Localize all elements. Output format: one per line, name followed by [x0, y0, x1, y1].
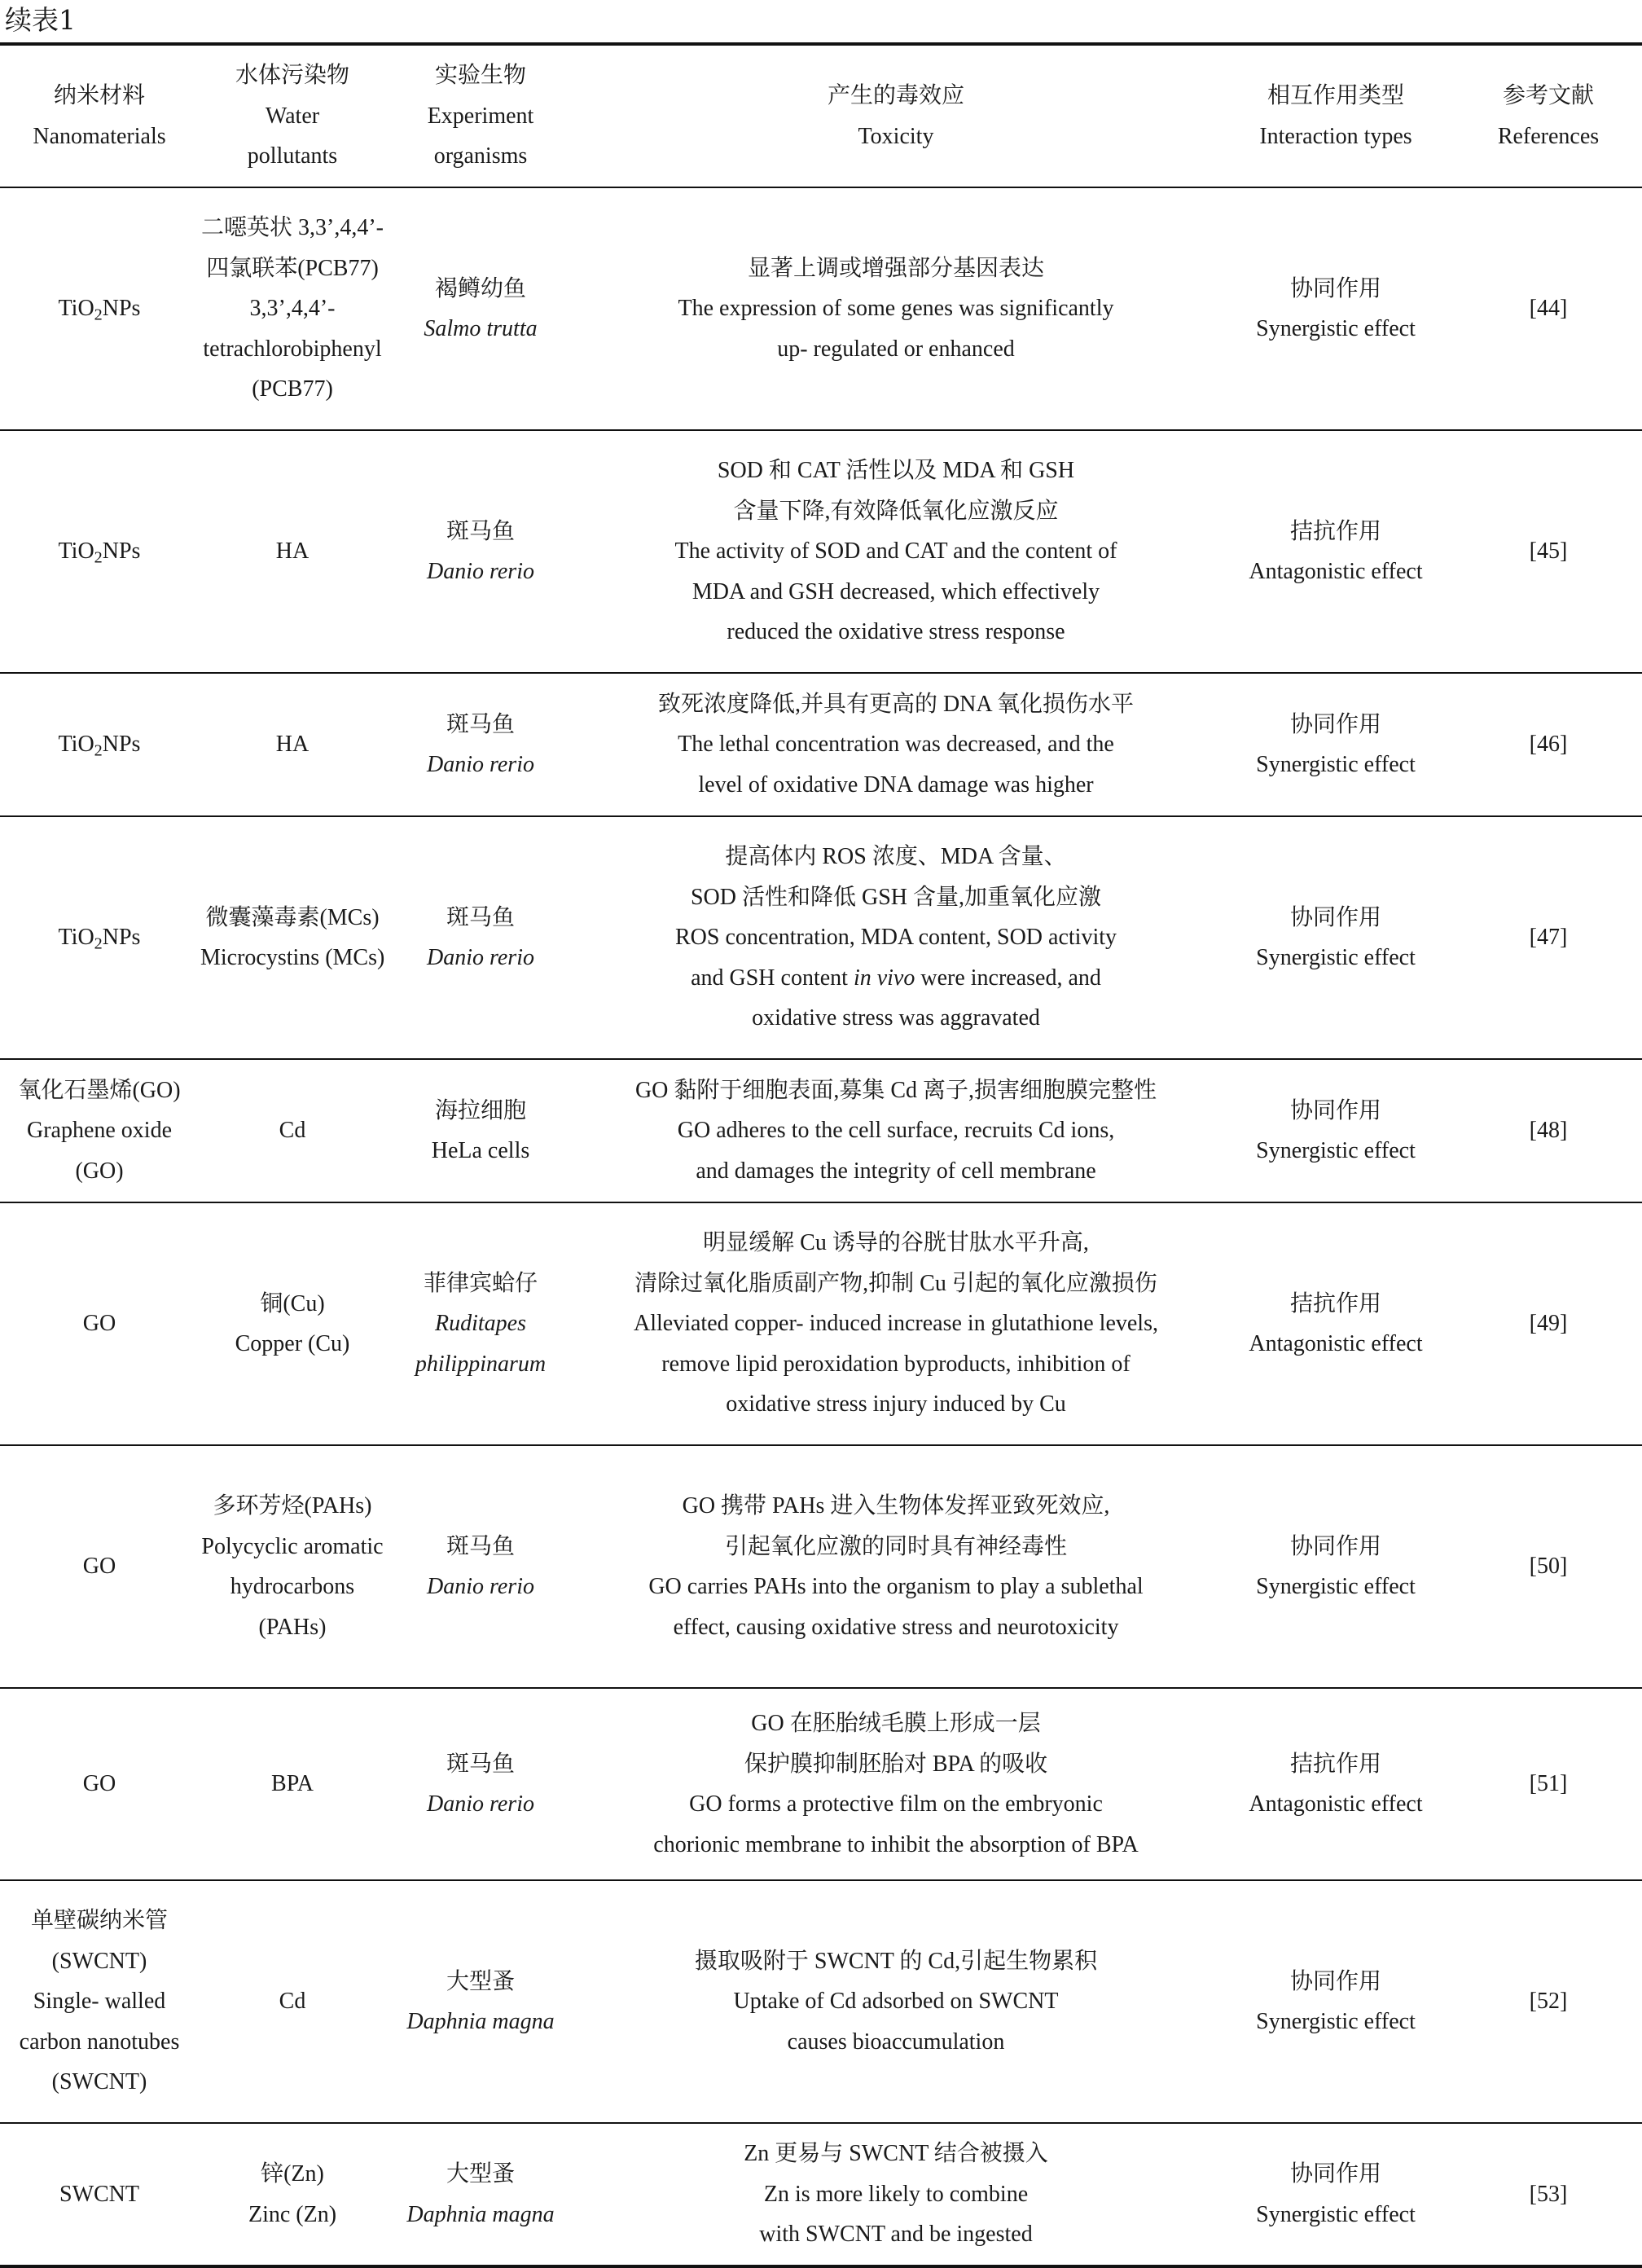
pollutant-line: hydrocarbons	[230, 1574, 355, 1599]
organism-cell	[386, 1445, 575, 1688]
interaction-line: 协同作用	[1289, 904, 1381, 930]
toxicity-line: GO adheres to the cell surface, recruits Cd ions,	[677, 1118, 1115, 1144]
toxicity-cell	[575, 430, 1217, 673]
reference-number: [50]	[1529, 1554, 1568, 1580]
organism-latin-name: Daphnia magna	[406, 2009, 555, 2034]
toxicity-line: 显著上调或增强部分基因表达	[747, 255, 1044, 281]
reference-number: [52]	[1529, 1989, 1568, 2015]
nanomaterial-line: (GO)	[75, 1158, 124, 1184]
nanomaterial-cell	[0, 430, 199, 673]
organism-chinese-name: 斑马鱼	[446, 904, 515, 930]
organism-latin-name: Danio rerio	[427, 559, 534, 584]
pollutant-cell	[199, 1059, 386, 1202]
pollutant-cell	[199, 1688, 386, 1880]
organism-chinese-name: 大型蚤	[446, 1968, 515, 1994]
toxicity-line: 致死浓度降低,并具有更高的 DNA 氧化损伤水平	[657, 691, 1135, 717]
interaction-line: 拮抗作用	[1289, 1290, 1381, 1316]
interaction-type-cell	[1217, 1688, 1455, 1880]
nanomaterial-cell	[0, 1880, 199, 2123]
header-line: Interaction types	[1259, 123, 1412, 149]
organism-chinese-name: 斑马鱼	[446, 1533, 515, 1559]
interaction-line: 协同作用	[1289, 1968, 1381, 1994]
nanomaterial-cell	[0, 816, 199, 1059]
reference-number: [44]	[1529, 296, 1568, 322]
header-line: 相互作用类型	[1267, 83, 1404, 108]
toxicity-line: and damages the integrity of cell membrane	[696, 1158, 1096, 1184]
nanomaterial-line: 氧化石墨烯(GO)	[18, 1077, 181, 1103]
reference-number: [47]	[1529, 925, 1568, 951]
table-row	[0, 1688, 1642, 1880]
organism-latin-name: Danio rerio	[427, 752, 534, 777]
nanomaterial-cell	[0, 1202, 199, 1445]
interaction-type-cell	[1217, 187, 1455, 430]
toxicity-cell	[575, 1059, 1217, 1202]
table-row	[0, 1880, 1642, 2123]
organism-cell	[386, 1688, 575, 1880]
toxicity-line: oxidative stress was aggravated	[752, 1005, 1040, 1031]
pollutant-line: 四氯联苯(PCB77)	[206, 255, 379, 281]
pollutant-line: (PCB77)	[252, 376, 333, 402]
toxicity-line: GO 携带 PAHs 进入生物体发挥亚致死效应,	[682, 1493, 1110, 1519]
organism-latin-name: Danio rerio	[427, 1574, 534, 1599]
interaction-line: Antagonistic effect	[1249, 1791, 1423, 1817]
interaction-line: 协同作用	[1289, 275, 1381, 301]
header-line: Nanomaterials	[33, 123, 166, 149]
header-experiment-organisms	[386, 44, 575, 187]
subscript: 2	[94, 305, 103, 324]
interaction-line: 协同作用	[1289, 1097, 1381, 1123]
toxicity-cell	[575, 1688, 1217, 1880]
header-water-pollutants	[199, 44, 386, 187]
toxicity-cell	[575, 816, 1217, 1059]
italic-term: in vivo	[853, 965, 915, 991]
pollutant-line: 3,3’,4,4’-	[249, 296, 336, 322]
toxicity-line: The expression of some genes was significantly	[678, 296, 1114, 322]
toxicity-line: Zn 更易与 SWCNT 结合被摄入	[744, 2141, 1048, 2167]
interaction-line: Synergistic effect	[1256, 2009, 1416, 2034]
pollutant-cell	[199, 430, 386, 673]
interaction-type-cell	[1217, 673, 1455, 816]
organism-latin-name: Ruditapes	[435, 1311, 526, 1337]
organism-latin-name: philippinarum	[415, 1351, 547, 1377]
header-line: pollutants	[247, 143, 338, 169]
toxicity-line: ROS concentration, MDA content, SOD activity	[674, 925, 1117, 951]
toxicity-line: GO carries PAHs into the organism to play a sublethal	[648, 1574, 1144, 1599]
table-row	[0, 1059, 1642, 1202]
pollutant-cell	[199, 1880, 386, 2123]
toxicity-line: SOD 和 CAT 活性以及 MDA 和 GSH	[717, 458, 1075, 484]
header-line: 实验生物	[434, 63, 526, 89]
header-interaction-types	[1217, 44, 1455, 187]
header-line: 水体污染物	[235, 63, 349, 89]
toxicity-table	[0, 42, 1642, 2268]
toxicity-line: Uptake of Cd adsorbed on SWCNT	[733, 1989, 1059, 2015]
pollutant-line: 铜(Cu)	[260, 1290, 325, 1316]
reference-number: [45]	[1529, 538, 1568, 565]
interaction-line: Synergistic effect	[1256, 945, 1416, 970]
interaction-type-cell	[1217, 1880, 1455, 2123]
toxicity-line: remove lipid peroxidation byproducts, inhibition of	[661, 1351, 1131, 1377]
table-row	[0, 1445, 1642, 1688]
pollutant-line: HA	[275, 732, 310, 758]
nanomaterial-line: TiO$_2$NPs	[58, 925, 141, 953]
toxicity-line: oxidative stress injury induced by Cu	[726, 1391, 1066, 1418]
table-header	[0, 44, 1642, 187]
nanomaterial-line: TiO$_2$NPs	[58, 732, 141, 760]
nanomaterial-cell	[0, 673, 199, 816]
toxicity-cell	[575, 1202, 1217, 1445]
organism-cell	[386, 1059, 575, 1202]
interaction-type-cell	[1217, 1202, 1455, 1445]
nanomaterial-line: Single- walled	[33, 1989, 166, 2015]
interaction-type-cell	[1217, 1445, 1455, 1688]
header-line: organisms	[433, 143, 528, 169]
nanomaterial-cell	[0, 1688, 199, 1880]
table-row	[0, 673, 1642, 816]
toxicity-cell	[575, 673, 1217, 816]
organism-latin-name: Danio rerio	[427, 1791, 534, 1817]
reference-cell	[1455, 1445, 1642, 1688]
nanomaterial-line: carbon nanotubes	[19, 2028, 180, 2055]
interaction-line: Antagonistic effect	[1249, 1331, 1423, 1356]
toxicity-line: 清除过氧化脂质副产物,抑制 Cu 引起的氧化应激损伤	[634, 1270, 1157, 1296]
toxicity-cell	[575, 187, 1217, 430]
reference-cell	[1455, 2123, 1642, 2266]
toxicity-line: The lethal concentration was decreased, and the	[678, 732, 1114, 758]
nanomaterial-cell	[0, 1445, 199, 1688]
toxicity-line: GO 在胚胎绒毛膜上形成一层	[751, 1711, 1041, 1736]
reference-cell	[1455, 816, 1642, 1059]
interaction-line: 协同作用	[1289, 1533, 1381, 1559]
toxicity-line: 明显缓解 Cu 诱导的谷胱甘肽水平升高,	[703, 1230, 1089, 1256]
nanomaterial-line: TiO$_2$NPs	[58, 538, 141, 567]
header-line: 产生的毒效应	[827, 83, 964, 108]
header-toxicity	[575, 44, 1217, 187]
header-line: 纳米材料	[53, 83, 145, 108]
pollutant-line: BPA	[271, 1771, 314, 1797]
organism-chinese-name: 斑马鱼	[446, 711, 515, 737]
pollutant-cell	[199, 816, 386, 1059]
interaction-type-cell	[1217, 816, 1455, 1059]
header-line: References	[1497, 123, 1600, 149]
pollutant-line: Cd	[279, 1989, 306, 2015]
nanomaterial-line: Graphene oxide	[26, 1118, 173, 1144]
organism-cell	[386, 816, 575, 1059]
nanomaterial-line: GO	[82, 1771, 116, 1797]
reference-cell	[1455, 1202, 1642, 1445]
pollutant-line: 二噁英状 3,3’,4,4’-	[201, 215, 384, 241]
organism-cell	[386, 1202, 575, 1445]
interaction-line: Synergistic effect	[1256, 316, 1416, 341]
reference-number: [48]	[1529, 1118, 1568, 1144]
organism-chinese-name: 菲律宾蛤仔	[423, 1270, 538, 1296]
interaction-line: Synergistic effect	[1256, 2201, 1416, 2227]
subscript: 2	[94, 934, 103, 953]
toxicity-line: Zn is more likely to combine	[763, 2181, 1029, 2207]
reference-number: [51]	[1529, 1771, 1568, 1797]
organism-latin-name: Daphnia magna	[406, 2201, 555, 2227]
table-row	[0, 816, 1642, 1059]
table-body	[0, 187, 1642, 2266]
organism-chinese-name: 斑马鱼	[446, 518, 515, 544]
interaction-line: Antagonistic effect	[1249, 559, 1423, 584]
organism-latin-name: Salmo trutta	[424, 316, 538, 341]
table-row	[0, 1202, 1642, 1445]
toxicity-line: SOD 活性和降低 GSH 含量,加重氧化应激	[690, 884, 1102, 910]
organism-chinese-name: 大型蚤	[446, 2161, 515, 2187]
reference-cell	[1455, 1688, 1642, 1880]
toxicity-line: reduced the oxidative stress response	[727, 619, 1065, 645]
toxicity-line: MDA and GSH decreased, which effectively	[691, 578, 1100, 604]
toxicity-line: with SWCNT and be ingested	[759, 2222, 1033, 2248]
nanomaterial-line: (SWCNT)	[51, 2069, 147, 2095]
table-caption: 续表1	[5, 4, 76, 36]
toxicity-line: chorionic membrane to inhibit the absorption of BPA	[653, 1831, 1139, 1857]
pollutant-line: Cd	[279, 1118, 306, 1144]
table-row	[0, 430, 1642, 673]
toxicity-line: 含量下降,有效降低氧化应激反应	[733, 498, 1059, 524]
nanomaterial-line: SWCNT	[59, 2181, 139, 2207]
reference-number: [49]	[1529, 1311, 1568, 1337]
toxicity-line: causes bioaccumulation	[787, 2028, 1005, 2055]
nanomaterial-cell	[0, 2123, 199, 2266]
toxicity-line: GO forms a protective film on the embryonic	[689, 1791, 1103, 1817]
toxicity-cell	[575, 1445, 1217, 1688]
pollutant-line: Zinc (Zn)	[248, 2201, 337, 2227]
nanomaterial-line: GO	[82, 1554, 116, 1580]
toxicity-line: 提高体内 ROS 浓度、MDA 含量、	[725, 844, 1067, 870]
subscript: 2	[94, 741, 103, 760]
toxicity-line: Alleviated copper- induced increase in glutathione levels,	[634, 1311, 1158, 1337]
interaction-line: Synergistic effect	[1256, 752, 1416, 777]
pollutant-cell	[199, 2123, 386, 2266]
organism-chinese-name: 褐鳟幼鱼	[434, 275, 526, 301]
header-nanomaterials	[0, 44, 199, 187]
nanomaterial-line: (SWCNT)	[51, 1948, 147, 1974]
interaction-line: Synergistic effect	[1256, 1574, 1416, 1599]
organism-cell	[386, 673, 575, 816]
interaction-line: 拮抗作用	[1289, 1751, 1381, 1777]
pollutant-line: (PAHs)	[258, 1614, 327, 1640]
pollutant-line: Microcystins (MCs)	[200, 945, 385, 970]
table-row	[0, 187, 1642, 430]
nanomaterial-line: GO	[82, 1311, 116, 1337]
toxicity-line: 保护膜抑制胚胎对 BPA 的吸收	[744, 1751, 1048, 1777]
toxicity-line: The activity of SOD and CAT and the content of	[674, 538, 1117, 565]
toxicity-line: up- regulated or enhanced	[777, 336, 1015, 362]
toxicity-cell	[575, 2123, 1217, 2266]
header-line: Water	[265, 103, 320, 129]
pollutant-line: 锌(Zn)	[261, 2161, 324, 2187]
nanomaterial-line: TiO$_2$NPs	[58, 296, 141, 324]
header-line: Toxicity	[858, 123, 934, 149]
table-row	[0, 2123, 1642, 2266]
pollutant-line: Polycyclic aromatic	[201, 1533, 384, 1559]
nanomaterial-line: 单壁碳纳米管	[30, 1908, 168, 1934]
organism-chinese-name: 海拉细胞	[434, 1097, 526, 1123]
pollutant-cell	[199, 187, 386, 430]
organism-cell	[386, 1880, 575, 2123]
organism-cell	[386, 430, 575, 673]
interaction-line: 协同作用	[1289, 2161, 1381, 2187]
pollutant-line: tetrachlorobiphenyl	[203, 336, 382, 362]
toxicity-line: effect, causing oxidative stress and neurotoxicity	[673, 1614, 1119, 1640]
header-references	[1455, 44, 1642, 187]
reference-number: [53]	[1529, 2181, 1568, 2207]
interaction-line: 协同作用	[1289, 711, 1381, 737]
organism-english-name: HeLa cells	[431, 1138, 530, 1163]
toxicity-line: 引起氧化应激的同时具有神经毒性	[724, 1533, 1067, 1559]
reference-cell	[1455, 430, 1642, 673]
interaction-type-cell	[1217, 430, 1455, 673]
header-line: 参考文献	[1502, 83, 1594, 108]
subscript: 2	[94, 548, 103, 567]
organism-cell	[386, 187, 575, 430]
toxicity-line: GO 黏附于细胞表面,募集 Cd 离子,损害细胞膜完整性	[634, 1077, 1157, 1103]
pollutant-line: 多环芳烃(PAHs)	[213, 1493, 372, 1519]
organism-latin-name: Danio rerio	[427, 945, 534, 970]
interaction-line: Synergistic effect	[1256, 1138, 1416, 1163]
header-line: Experiment	[427, 103, 534, 129]
toxicity-line: level of oxidative DNA damage was higher	[698, 771, 1094, 798]
pollutant-cell	[199, 1445, 386, 1688]
interaction-type-cell	[1217, 2123, 1455, 2266]
reference-cell	[1455, 187, 1642, 430]
pollutant-line: Copper (Cu)	[235, 1331, 350, 1356]
pollutant-line: 微囊藻毒素(MCs)	[205, 904, 380, 930]
pollutant-line: HA	[275, 538, 310, 565]
nanomaterial-cell	[0, 1059, 199, 1202]
reference-cell	[1455, 1059, 1642, 1202]
pollutant-cell	[199, 673, 386, 816]
organism-cell	[386, 2123, 575, 2266]
nanomaterial-cell	[0, 187, 199, 430]
toxicity-line: 摄取吸附于 SWCNT 的 Cd,引起生物累积	[694, 1948, 1098, 1974]
pollutant-cell	[199, 1202, 386, 1445]
organism-chinese-name: 斑马鱼	[446, 1751, 515, 1777]
interaction-line: 拮抗作用	[1289, 518, 1381, 544]
toxicity-cell	[575, 1880, 1217, 2123]
toxicity-line: and GSH content in vivo were increased, and	[691, 965, 1101, 991]
reference-number: [46]	[1529, 732, 1568, 758]
reference-cell	[1455, 1880, 1642, 2123]
interaction-type-cell	[1217, 1059, 1455, 1202]
reference-cell	[1455, 673, 1642, 816]
